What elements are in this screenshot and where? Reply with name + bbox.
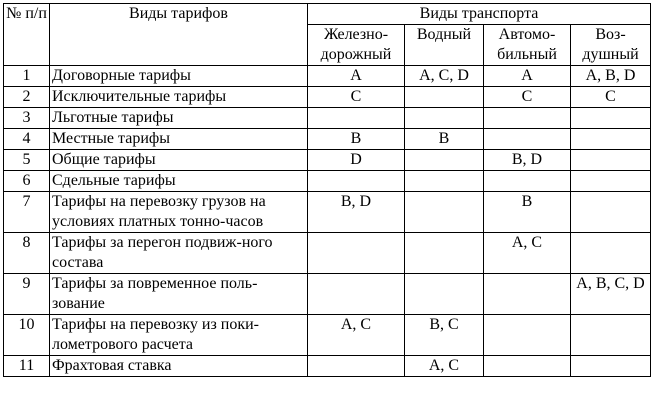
water-cell: B xyxy=(405,129,484,150)
row-number: 3 xyxy=(4,108,50,129)
rail-cell: A xyxy=(308,66,405,87)
rail-cell xyxy=(308,356,405,377)
rail-cell: C xyxy=(308,87,405,108)
header-water: Водный xyxy=(405,25,484,66)
water-cell: A, C, D xyxy=(405,66,484,87)
air-cell xyxy=(571,356,651,377)
tariff-name: Тарифы за перегон подвиж-ного состава xyxy=(50,233,308,274)
auto-cell xyxy=(484,274,571,315)
row-number: 11 xyxy=(4,356,50,377)
header-num: № п/п xyxy=(4,4,50,66)
auto-cell xyxy=(484,129,571,150)
tariff-name: Общие тарифы xyxy=(50,150,308,171)
rail-cell: A, C xyxy=(308,315,405,356)
air-cell xyxy=(571,108,651,129)
water-cell xyxy=(405,171,484,192)
table-row xyxy=(4,233,651,274)
table-row xyxy=(4,171,651,192)
tariff-name: Договорные тарифы xyxy=(50,66,308,87)
auto-cell: B, D xyxy=(484,150,571,171)
auto-cell: B xyxy=(484,192,571,233)
header-rail: Железно-дорожный xyxy=(308,25,405,66)
water-cell xyxy=(405,192,484,233)
table-row xyxy=(4,274,651,315)
water-cell xyxy=(405,87,484,108)
row-number: 6 xyxy=(4,171,50,192)
row-number: 8 xyxy=(4,233,50,274)
auto-cell: A, C xyxy=(484,233,571,274)
air-cell: C xyxy=(571,87,651,108)
tariff-name: Фрахтовая ставка xyxy=(50,356,308,377)
air-cell: A, B, C, D xyxy=(571,274,651,315)
header-auto: Автомо-бильный xyxy=(484,25,571,66)
air-cell: A, B, D xyxy=(571,66,651,87)
table-row xyxy=(4,192,651,233)
row-number: 7 xyxy=(4,192,50,233)
tariff-name: Местные тарифы xyxy=(50,129,308,150)
water-cell xyxy=(405,108,484,129)
row-number: 2 xyxy=(4,87,50,108)
header-air: Воз-душный xyxy=(571,25,651,66)
auto-cell: C xyxy=(484,87,571,108)
air-cell xyxy=(571,129,651,150)
row-number: 5 xyxy=(4,150,50,171)
tariff-name: Льготные тарифы xyxy=(50,108,308,129)
row-number: 10 xyxy=(4,315,50,356)
table-row xyxy=(4,150,651,171)
auto-cell xyxy=(484,356,571,377)
air-cell xyxy=(571,315,651,356)
water-cell xyxy=(405,274,484,315)
rail-cell: D xyxy=(308,150,405,171)
tariff-name: Тарифы на перевозку из поки-лометрового расчета xyxy=(50,315,308,356)
header-row-1 xyxy=(4,4,651,25)
rail-cell xyxy=(308,274,405,315)
table-row xyxy=(4,87,651,108)
rail-cell: B, D xyxy=(308,192,405,233)
air-cell xyxy=(571,233,651,274)
water-cell: B, C xyxy=(405,315,484,356)
rail-cell: B xyxy=(308,129,405,150)
table-row xyxy=(4,315,651,356)
header-transport-types: Виды транспорта xyxy=(308,4,651,25)
water-cell xyxy=(405,233,484,274)
auto-cell xyxy=(484,315,571,356)
tariff-name: Тарифы за повременное поль-зование xyxy=(50,274,308,315)
table-row xyxy=(4,356,651,377)
tariff-name: Исключительные тарифы xyxy=(50,87,308,108)
tariff-name: Тарифы на перевозку грузов на условиях платных тонно-часов xyxy=(50,192,308,233)
tariffs-table xyxy=(3,3,651,377)
water-cell: A, C xyxy=(405,356,484,377)
water-cell xyxy=(405,150,484,171)
table-row xyxy=(4,66,651,87)
air-cell xyxy=(571,150,651,171)
air-cell xyxy=(571,192,651,233)
table-body xyxy=(4,66,651,377)
table-row xyxy=(4,129,651,150)
row-number: 9 xyxy=(4,274,50,315)
auto-cell xyxy=(484,108,571,129)
row-number: 1 xyxy=(4,66,50,87)
row-number: 4 xyxy=(4,129,50,150)
air-cell xyxy=(571,171,651,192)
rail-cell xyxy=(308,233,405,274)
rail-cell xyxy=(308,171,405,192)
auto-cell: A xyxy=(484,66,571,87)
auto-cell xyxy=(484,171,571,192)
rail-cell xyxy=(308,108,405,129)
header-tariff-types: Виды тарифов xyxy=(50,4,308,66)
table-row xyxy=(4,108,651,129)
tariff-name: Сдельные тарифы xyxy=(50,171,308,192)
